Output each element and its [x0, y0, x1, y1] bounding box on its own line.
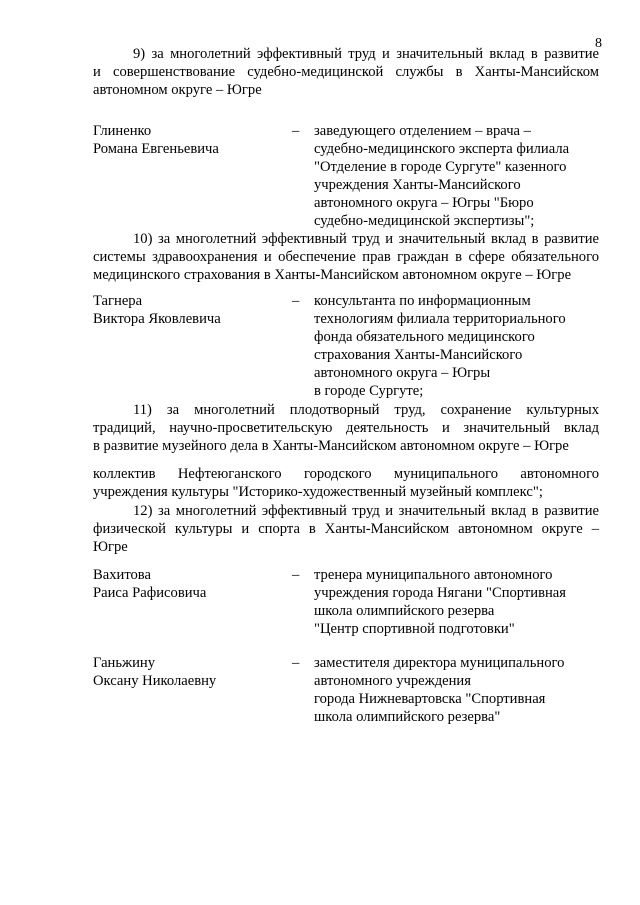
section-10-heading — [93, 230, 599, 284]
section-9-line: и совершенствование судебно-медицинской службы в Ханты-Мансийском — [93, 64, 599, 80]
entry-position: консультанта по информационным технологиям филиала территориального фонда обязательного медицинского страхования Ханты-Мансийского автономного округа – Югры в городе Сургуте; — [314, 293, 566, 399]
section-12-line: Югре — [93, 539, 128, 555]
entry-position: заведующего отделением – врача – судебно-медицинского эксперта филиала "Отделение в городе Сургуте" казенного учреждения Ханты-Мансийского автономного округа – Югры "Бюро судебно-медицинской экспертизы"; — [314, 123, 570, 229]
collective-line: коллектив Нефтеюганского городского муниципального автономного — [93, 466, 599, 482]
section-12-line: 12) за многолетний эффективный труд и значительный вклад в развитие — [133, 503, 599, 519]
section-12-line: физической культуры и спорта в Ханты-Мансийском автономном округе – — [93, 521, 599, 537]
page-number: 8 — [595, 36, 602, 51]
section-11-line: традиций, научно-просветительскую деятельность и значительный вклад — [93, 420, 599, 436]
entry-dash: – — [292, 567, 300, 583]
section-11-line: 11) за многолетний плодотворный труд, сохранение культурных — [133, 402, 599, 418]
entry-name: Вахитова Раиса Рафисовича — [93, 567, 207, 601]
collective-award — [93, 465, 599, 501]
entry-name: Глиненко Романа Евгеньевича — [93, 123, 219, 157]
section-10-line: системы здравоохранения и обеспечение прав граждан в сфере обязательного — [93, 249, 599, 265]
section-9-line: 9) за многолетний эффективный труд и значительный вклад в развитие — [133, 46, 599, 62]
collective-line: учреждения культуры "Историко-художественный музейный комплекс"; — [93, 484, 543, 500]
entry-name: Тагнера Виктора Яковлевича — [93, 293, 221, 327]
entry-position: тренера муниципального автономного учреждения города Нягани "Спортивная школа олимпийского резерва "Центр спортивной подготовки" — [314, 567, 566, 637]
entry-position: заместителя директора муниципального автономного учреждения города Нижневартовска "Спортивная школа олимпийского резерва" — [314, 655, 565, 725]
entry-dash: – — [292, 123, 300, 139]
section-10-line: медицинского страхования в Ханты-Мансийском автономном округе – Югре — [93, 267, 572, 283]
entry-dash: – — [292, 655, 300, 671]
section-11-heading — [93, 401, 599, 455]
section-9-line: автономном округе – Югре — [93, 82, 262, 98]
entry-name: Ганьжину Оксану Николаевну — [93, 655, 217, 689]
section-9-heading — [93, 45, 599, 99]
section-10-line: 10) за многолетний эффективный труд и значительный вклад в развитие — [133, 231, 599, 247]
section-11-line: в развитие музейного дела в Ханты-Мансийском автономном округе – Югре — [93, 438, 569, 454]
entry-dash: – — [292, 293, 300, 309]
section-12-heading — [93, 502, 599, 556]
